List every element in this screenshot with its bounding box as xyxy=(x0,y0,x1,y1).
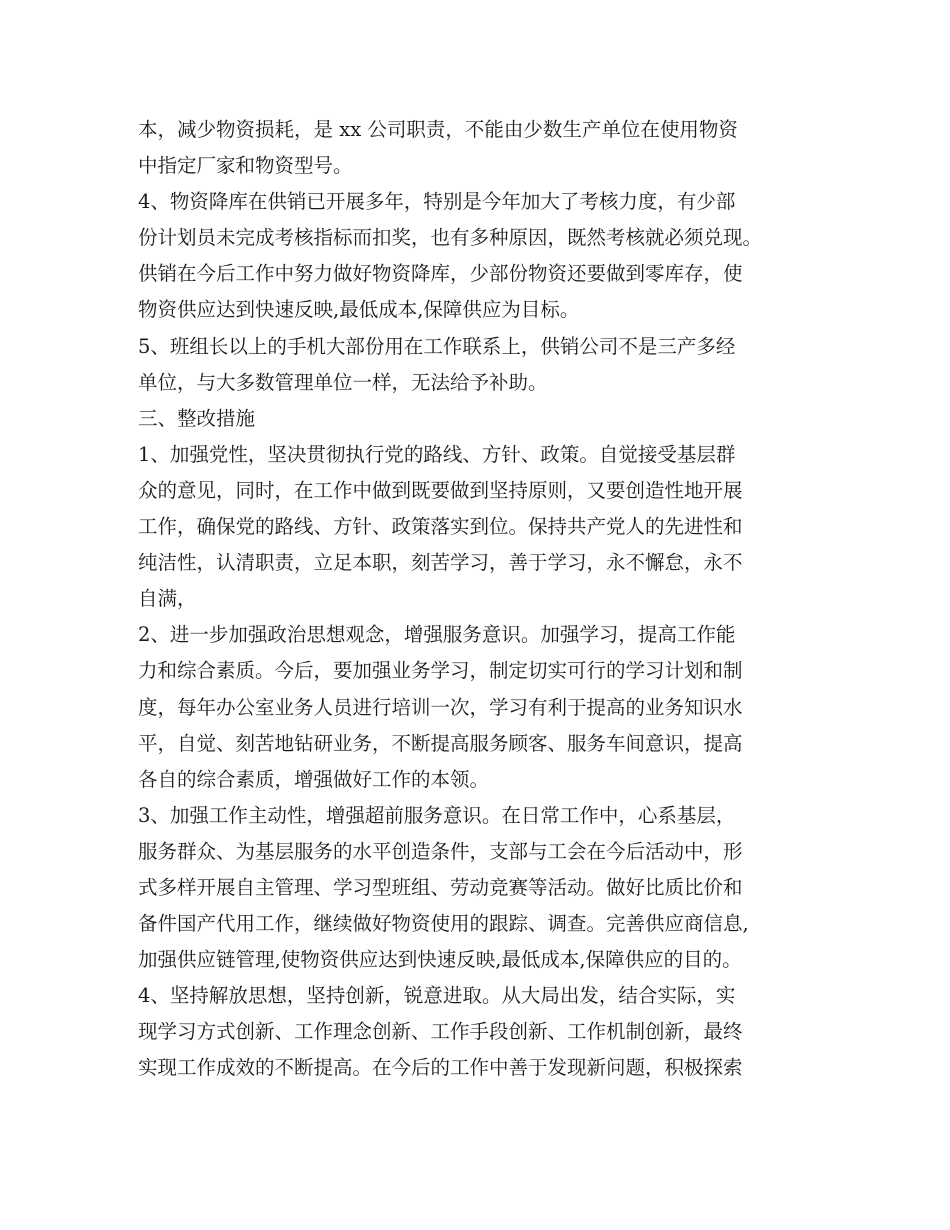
text-line: 4、坚持解放思想，坚持创新，锐意进取。从大局出发，结合实际，实 xyxy=(138,984,736,1008)
text-line: 3、加强工作主动性，增强超前服务意识。在日常工作中，心系基层， xyxy=(138,803,736,827)
text-line: 工作，确保党的路线、方针、政策落实到位。保持共产党人的先进性和 xyxy=(138,515,743,539)
text-line: 单位，与大多数管理单位一样，无法给予补助。 xyxy=(138,370,548,394)
text-line: 中指定厂家和物资型号。 xyxy=(138,154,353,178)
document-body xyxy=(138,112,828,1087)
text-line: 供销在今后工作中努力做好物资降库，少部份物资还要做到零库存，使 xyxy=(138,262,743,286)
text-line: 平，自觉、刻苦地钻研业务，不断提高服务顾客、服务车间意识，提高 xyxy=(138,731,743,755)
text-line: 式多样开展自主管理、学习型班组、劳动竞赛等活动。做好比质比价和 xyxy=(138,875,743,899)
text-line: 自满， xyxy=(138,587,197,611)
text-line: 本，减少物资损耗，是 xx 公司职责，不能由少数生产单位在使用物资 xyxy=(138,118,738,141)
text-line: 加强供应链管理,使物资供应达到快速反映,最低成本,保障供应的目的。 xyxy=(138,948,742,972)
section-heading: 三、整改措施 xyxy=(138,406,256,430)
text-line: 4、物资降库在供销已开展多年，特别是今年加大了考核力度，有少部 xyxy=(138,190,736,214)
text-line: 力和综合素质。今后，要加强业务学习，制定切实可行的学习计划和制 xyxy=(138,659,743,683)
text-line: 度，每年办公室业务人员进行培训一次，学习有利于提高的业务知识水 xyxy=(138,695,743,719)
text-line: 各自的综合素质，增强做好工作的本领。 xyxy=(138,767,490,791)
text-line: 5、班组长以上的手机大部份用在工作联系上，供销公司不是三产多经 xyxy=(138,334,736,358)
text-line: 物资供应达到快速反映,最低成本,保障供应为目标。 xyxy=(138,298,580,322)
text-line: 1、加强党性，坚决贯彻执行党的路线、方针、政策。自觉接受基层群 xyxy=(138,442,736,466)
text-line: 现学习方式创新、工作理念创新、工作手段创新、工作机制创新，最终 xyxy=(138,1020,743,1044)
text-line: 份计划员未完成考核指标而扣奖，也有多种原因，既然考核就必须兑现。 xyxy=(138,226,763,250)
text-line: 纯洁性，认清职责，立足本职，刻苦学习，善于学习，永不懈怠，永不 xyxy=(138,551,743,575)
text-line: 实现工作成效的不断提高。在今后的工作中善于发现新问题，积极探索 xyxy=(138,1056,743,1080)
text-line: 服务群众、为基层服务的水平创造条件，支部与工会在今后活动中，形 xyxy=(138,839,743,863)
text-line: 2、进一步加强政治思想观念，增强服务意识。加强学习，提高工作能 xyxy=(138,623,736,647)
text-line: 众的意见，同时，在工作中做到既要做到坚持原则，又要创造性地开展 xyxy=(138,478,743,502)
text-line: 备件国产代用工作，继续做好物资使用的跟踪、调查。完善供应商信息, xyxy=(138,912,749,936)
